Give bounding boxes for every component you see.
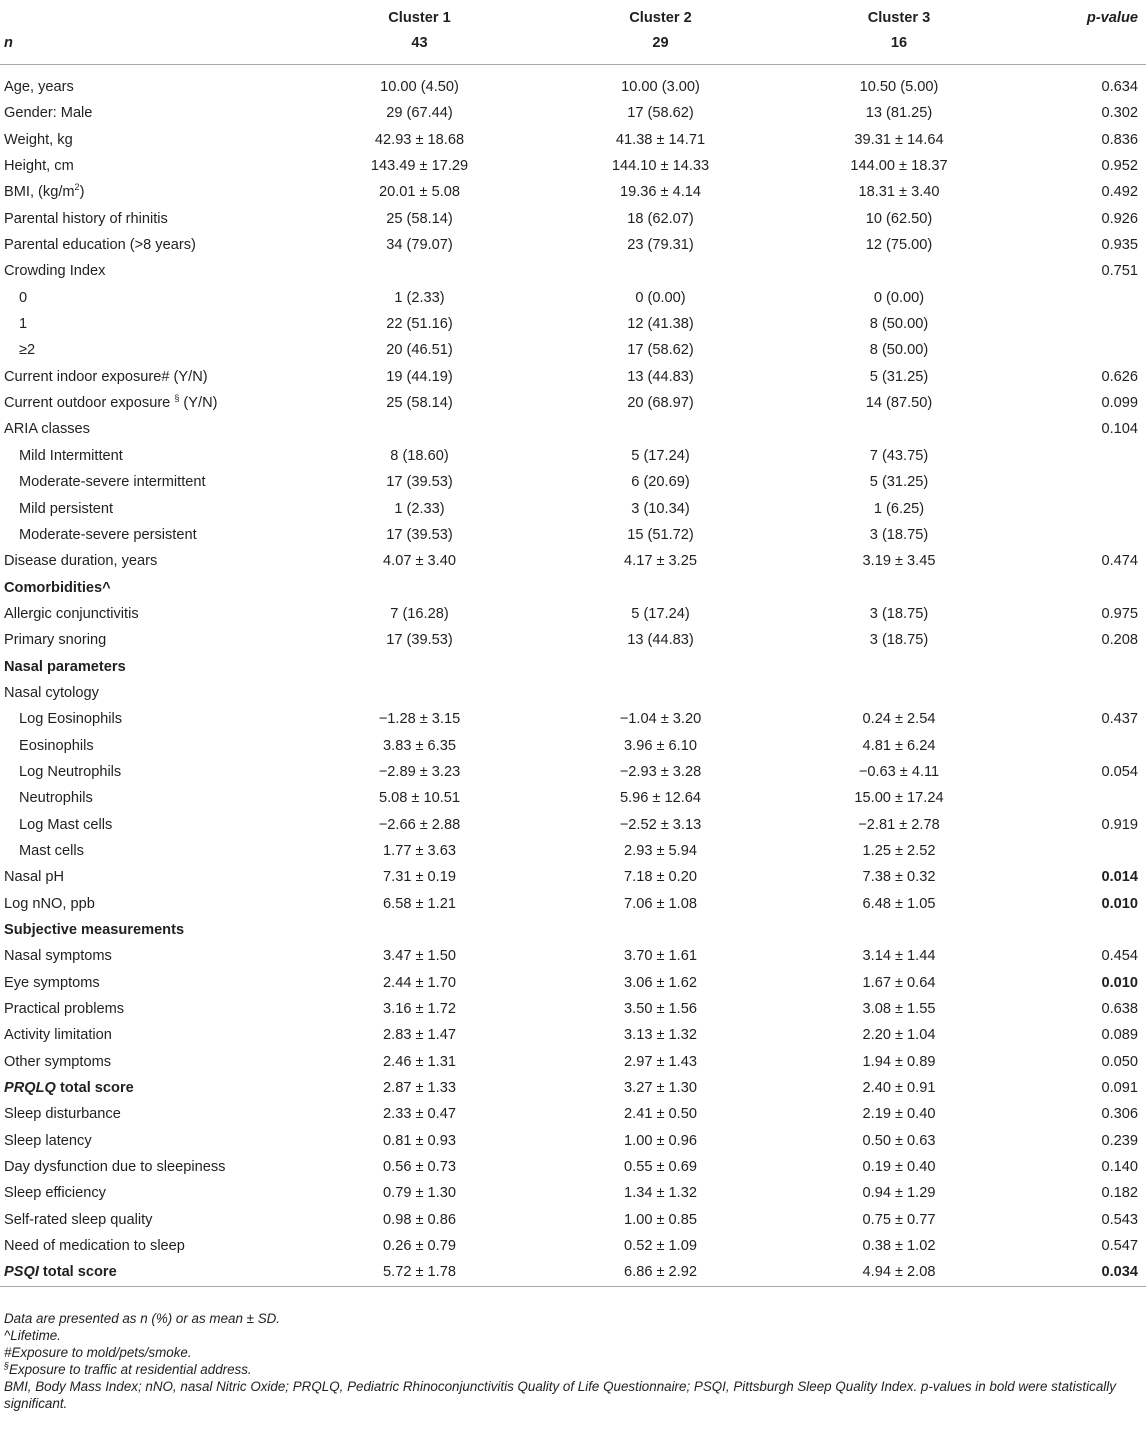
cluster-1-value: 8 (18.60): [390, 447, 449, 464]
table-row: [0, 970, 1146, 996]
table-row: [0, 496, 1146, 522]
cluster-3-value: 2.20 ± 1.04: [862, 1027, 936, 1044]
table-row: [0, 179, 1146, 205]
cluster-3-value: 7.38 ± 0.32: [862, 869, 936, 886]
cluster-3-value: 8 (50.00): [869, 342, 929, 359]
cluster-2-value: [517, 654, 804, 680]
header-cluster-3: Cluster 3: [867, 10, 931, 26]
cluster-2-value: 3.13 ± 1.32: [624, 1027, 697, 1044]
row-label: Height, cm: [4, 158, 74, 175]
cluster-1-value: 17 (39.53): [386, 474, 453, 491]
cluster-2-value: 2.41 ± 0.50: [624, 1106, 697, 1123]
row-label: Neutrophils: [19, 790, 93, 807]
p-value: [994, 311, 1146, 337]
p-value: [994, 443, 1146, 469]
table-row: [0, 311, 1146, 337]
row-label: Mild Intermittent: [19, 447, 123, 464]
p-value: 0.935: [1101, 237, 1138, 254]
table-body: [0, 65, 1146, 1287]
cluster-1-value: 2.87 ± 1.33: [383, 1080, 456, 1097]
cluster-3-value: 8 (50.00): [869, 316, 929, 333]
cluster-1-value: 22 (51.16): [386, 316, 453, 333]
cluster-2-value: 1.00 ± 0.96: [624, 1132, 697, 1149]
cluster-2-value: 2.93 ± 5.94: [624, 842, 697, 859]
p-value: 0.182: [1101, 1185, 1138, 1202]
cluster-1-value: 143.49 ± 17.29: [370, 158, 469, 175]
row-label: Comorbidities^: [4, 579, 111, 596]
cluster-2-value: [517, 258, 804, 284]
p-value: 0.050: [1101, 1053, 1138, 1070]
p-value: [994, 917, 1146, 943]
cluster-2-value: 0 (0.00): [635, 289, 686, 306]
cluster-1-value: 4.07 ± 3.40: [383, 553, 456, 570]
cluster-2-value: [517, 575, 804, 601]
cluster-1-value: 6.58 ± 1.21: [383, 895, 456, 912]
p-value: 0.492: [1101, 184, 1138, 201]
cluster-1-value: 1.77 ± 3.63: [383, 842, 456, 859]
p-value: [994, 680, 1146, 706]
table-row: [0, 443, 1146, 469]
footnote-data-format: Data are presented as n (%) or as mean ± SD.: [4, 1311, 281, 1326]
cluster-2-value: 15 (51.72): [627, 526, 694, 543]
p-value: 0.091: [1101, 1080, 1138, 1097]
cluster-3-value: 7 (43.75): [869, 447, 929, 464]
cluster-1-value: 1 (2.33): [394, 289, 445, 306]
cluster-1-value: 0.56 ± 0.73: [383, 1159, 456, 1176]
cluster-2-value: 5.96 ± 12.64: [619, 790, 702, 807]
cluster-2-value: 17 (58.62): [627, 342, 694, 359]
cluster-3-value: 1.25 ± 2.52: [862, 842, 936, 859]
cluster-3-value: 0.94 ± 1.29: [862, 1185, 936, 1202]
row-label: Other symptoms: [4, 1053, 112, 1070]
footnote-lifetime: ^Lifetime.: [4, 1328, 61, 1343]
table-row: [0, 627, 1146, 653]
table-row: [0, 1128, 1146, 1154]
cluster-3-value: [804, 575, 994, 601]
cluster-3-value: 4.94 ± 2.08: [862, 1264, 936, 1281]
table-row: [0, 943, 1146, 969]
p-value: 0.014: [1101, 869, 1138, 886]
table-row: [0, 522, 1146, 548]
cluster-1-value: 10.00 (4.50): [380, 79, 459, 95]
cluster-1-value: 42.93 ± 18.68: [374, 131, 465, 148]
cluster-3-value: 5 (31.25): [869, 368, 929, 385]
row-label: Sleep disturbance: [4, 1106, 121, 1123]
p-value: 0.054: [1101, 763, 1138, 780]
row-label: Nasal cytology: [4, 684, 99, 701]
p-value: 0.751: [1101, 263, 1138, 280]
p-value: [994, 785, 1146, 811]
table-row: [0, 1259, 1146, 1286]
cluster-1-value: 34 (79.07): [386, 237, 453, 254]
p-value: 0.140: [1101, 1159, 1138, 1176]
cluster-1-value: 29 (67.44): [386, 105, 453, 122]
cluster-1-value: 20 (46.51): [386, 342, 453, 359]
p-value: [994, 654, 1146, 680]
cluster-3-value: [804, 258, 994, 284]
cluster-3-value: 0.38 ± 1.02: [862, 1238, 936, 1255]
cluster-1-value: [322, 258, 517, 284]
row-label: Log nNO, ppb: [4, 895, 95, 912]
row-label: Sleep efficiency: [4, 1185, 106, 1202]
p-value: 0.952: [1101, 158, 1138, 175]
table-row: [0, 733, 1146, 759]
cluster-3-value: [804, 416, 994, 442]
table-row: [0, 1101, 1146, 1127]
p-value: 0.208: [1101, 632, 1138, 649]
cluster-2-value: −1.04 ± 3.20: [619, 711, 702, 728]
cluster-2-value: 3.70 ± 1.61: [624, 948, 697, 965]
row-label: Subjective measurements: [4, 922, 185, 938]
cluster-2-value: [517, 416, 804, 442]
cluster-3-value: 3 (18.75): [869, 632, 929, 649]
p-value: 0.099: [1101, 395, 1138, 412]
cluster-2-value: 7.18 ± 0.20: [624, 869, 697, 886]
cluster-3-value: −0.63 ± 4.11: [858, 763, 940, 780]
footnote-outdoor-exposure: §Exposure to traffic at residential address.: [4, 1360, 252, 1377]
p-value: 0.239: [1101, 1132, 1138, 1149]
cluster-1-value: −2.89 ± 3.23: [378, 763, 461, 780]
cluster-3-value: 15.00 ± 17.24: [854, 790, 944, 807]
header-n-cluster-3: 16: [890, 35, 908, 51]
cluster-2-value: 1.34 ± 1.32: [624, 1185, 697, 1202]
row-label: Parental education (>8 years): [4, 237, 196, 254]
cluster-3-value: −2.81 ± 2.78: [858, 816, 940, 833]
row-label: 0: [19, 289, 28, 306]
table-row: [0, 838, 1146, 864]
cluster-1-value: 2.44 ± 1.70: [383, 974, 456, 991]
cluster-2-value: 10.00 (3.00): [621, 79, 700, 95]
cluster-3-value: 13 (81.25): [865, 105, 933, 122]
row-label: Disease duration, years: [4, 553, 158, 570]
cluster-2-value: 19.36 ± 4.14: [619, 184, 702, 201]
table-row: [0, 364, 1146, 390]
table-row: [0, 206, 1146, 232]
table-row: [0, 469, 1146, 495]
cluster-1-value: 1 (2.33): [394, 500, 445, 517]
cluster-1-value: −2.66 ± 2.88: [378, 816, 461, 833]
cluster-1-value: 0.79 ± 1.30: [383, 1185, 456, 1202]
p-value: [994, 285, 1146, 311]
cluster-3-value: 39.31 ± 14.64: [854, 131, 944, 148]
row-label: Moderate-severe intermittent: [19, 474, 206, 491]
cluster-3-value: 3.19 ± 3.45: [862, 553, 936, 570]
row-label: Day dysfunction due to sleepiness: [4, 1159, 226, 1176]
row-label: Mast cells: [19, 842, 84, 859]
row-label: Log Mast cells: [19, 816, 113, 833]
p-value: 0.306: [1101, 1106, 1138, 1123]
p-value: 0.437: [1101, 711, 1138, 728]
cluster-2-value: 23 (79.31): [627, 237, 694, 254]
cluster-3-value: [804, 680, 994, 706]
p-value: [994, 575, 1146, 601]
cluster-3-value: 12 (75.00): [865, 237, 933, 254]
cluster-2-value: 3.06 ± 1.62: [624, 974, 697, 991]
table-row: [0, 654, 1146, 680]
cluster-1-value: [322, 654, 517, 680]
p-value: 0.638: [1101, 1001, 1138, 1018]
cluster-2-value: 20 (68.97): [627, 395, 694, 412]
cluster-2-value: −2.93 ± 3.28: [619, 763, 702, 780]
row-label: Nasal parameters: [4, 658, 126, 675]
cluster-3-value: 10.50 (5.00): [859, 79, 939, 95]
cluster-2-value: 3.27 ± 1.30: [624, 1080, 697, 1097]
cluster-2-value: 5 (17.24): [631, 447, 690, 464]
cluster-2-value: 0.52 ± 1.09: [624, 1238, 697, 1255]
p-value: 0.454: [1101, 948, 1138, 965]
cluster-2-value: 41.38 ± 14.71: [615, 131, 706, 148]
row-label: BMI, $(kg/m^2)$: [4, 182, 85, 201]
table-row: [0, 575, 1146, 601]
p-value: 0.926: [1101, 210, 1138, 227]
p-value: 0.104: [1101, 421, 1138, 438]
p-value: 0.634: [1101, 79, 1138, 95]
cluster-2-value: 5 (17.24): [631, 605, 690, 622]
row-label: Log Neutrophils: [19, 763, 122, 780]
table-row: [0, 785, 1146, 811]
table-row: [0, 416, 1146, 442]
table-row: [0, 232, 1146, 258]
cluster-1-value: 3.16 ± 1.72: [383, 1001, 456, 1018]
cluster-3-value: 0.75 ± 0.77: [862, 1211, 936, 1228]
cluster-3-value: 3.14 ± 1.44: [862, 948, 936, 965]
cluster-2-value: 3.50 ± 1.56: [624, 1001, 697, 1018]
row-label: Log Eosinophils: [19, 711, 123, 728]
cluster-2-value: 0.55 ± 0.69: [624, 1159, 697, 1176]
table-row: [0, 1233, 1146, 1259]
p-value: [994, 496, 1146, 522]
row-label: Need of medication to sleep: [4, 1238, 185, 1255]
table-row: [0, 65, 1146, 101]
row-label: Self-rated sleep quality: [4, 1211, 153, 1228]
cluster-3-value: 4.81 ± 6.24: [862, 737, 936, 754]
p-value: 0.547: [1101, 1238, 1138, 1255]
table-row: [0, 258, 1146, 284]
cluster-1-value: 17 (39.53): [386, 632, 453, 649]
header-n-cluster-2: 29: [652, 35, 669, 51]
p-value: 0.010: [1101, 974, 1138, 991]
cluster-1-value: 2.33 ± 0.47: [383, 1106, 456, 1123]
row-label: ARIA classes: [4, 421, 90, 438]
row-label: Current indoor exposure# (Y/N): [4, 368, 208, 385]
cluster-3-value: 3 (18.75): [869, 526, 929, 543]
table-row: [0, 812, 1146, 838]
cluster-3-value: 10 (62.50): [865, 210, 933, 227]
row-label: Practical problems: [4, 1001, 125, 1018]
cluster-3-value: 0.24 ± 2.54: [862, 711, 936, 728]
table-row: [0, 153, 1146, 179]
cluster-2-value: 3 (10.34): [631, 500, 690, 517]
cluster-1-value: 0.26 ± 0.79: [383, 1238, 456, 1255]
table-row: [0, 759, 1146, 785]
table-row: [0, 1075, 1146, 1101]
table-row: [0, 1180, 1146, 1206]
cluster-1-value: 0.81 ± 0.93: [383, 1132, 456, 1149]
row-label: Primary snoring: [4, 632, 107, 649]
header-row-n: [0, 31, 1146, 65]
p-value: 0.543: [1101, 1211, 1138, 1228]
cluster-1-value: [322, 680, 517, 706]
cluster-1-value: 5.72 ± 1.78: [383, 1264, 456, 1281]
cluster-2-value: 18 (62.07): [627, 210, 694, 227]
cluster-3-value: 18.31 ± 3.40: [858, 184, 940, 201]
cluster-1-value: 17 (39.53): [386, 526, 453, 543]
table-row: [0, 1022, 1146, 1048]
p-value: 0.474: [1101, 553, 1138, 570]
table-row: [0, 100, 1146, 126]
row-label: Gender: Male: [4, 105, 93, 122]
cluster-2-value: 144.10 ± 14.33: [611, 158, 710, 175]
table-row: [0, 548, 1146, 574]
row-label: Mild persistent: [19, 500, 114, 517]
cluster-3-value: 2.19 ± 0.40: [862, 1106, 936, 1123]
row-label: Eye symptoms: [4, 974, 100, 991]
row-label: PRQLQ total score: [4, 1080, 134, 1097]
p-value: [994, 337, 1146, 363]
table-row: [0, 1049, 1146, 1075]
header-blank: [0, 6, 322, 31]
header-cluster-2: Cluster 2: [629, 10, 692, 26]
cluster-3-value: 3.08 ± 1.55: [862, 1001, 936, 1018]
cluster-3-value: 6.48 ± 1.05: [862, 895, 936, 912]
cluster-1-value: 7.31 ± 0.19: [383, 869, 456, 886]
cluster-3-value: 3 (18.75): [869, 605, 929, 622]
cluster-1-value: 2.83 ± 1.47: [383, 1027, 456, 1044]
header-n-blank: [994, 31, 1146, 65]
table-row: [0, 127, 1146, 153]
cluster-1-value: 2.46 ± 1.31: [383, 1053, 456, 1070]
row-label: Allergic conjunctivitis: [4, 605, 139, 622]
table-row: [0, 996, 1146, 1022]
cluster-3-value: 5 (31.25): [869, 474, 929, 491]
p-value: 0.010: [1101, 895, 1138, 912]
row-label: Age, years: [4, 79, 74, 95]
header-cluster-1: Cluster 1: [388, 10, 451, 26]
p-value: 0.302: [1101, 105, 1138, 122]
cluster-2-value: −2.52 ± 3.13: [619, 816, 702, 833]
p-value: 0.089: [1101, 1027, 1138, 1044]
cluster-3-value: 0.19 ± 0.40: [862, 1159, 936, 1176]
p-value: 0.836: [1101, 131, 1138, 148]
p-value: [994, 469, 1146, 495]
header-n-cluster-1: 43: [411, 35, 428, 51]
table-row: [0, 864, 1146, 890]
cluster-2-value: 12 (41.38): [627, 316, 694, 333]
row-label: Moderate-severe persistent: [19, 526, 197, 543]
header-n-label: n: [4, 35, 13, 51]
cluster-2-value: 13 (44.83): [627, 368, 694, 385]
p-value: 0.626: [1101, 368, 1138, 385]
p-value: 0.919: [1101, 816, 1138, 833]
table-row: [0, 1207, 1146, 1233]
cluster-2-value: 6 (20.69): [631, 474, 690, 491]
cluster-1-value: 0.98 ± 0.86: [383, 1211, 456, 1228]
row-label: Nasal symptoms: [4, 948, 112, 965]
cluster-3-value: 144.00 ± 18.37: [850, 158, 948, 175]
cluster-2-value: 2.97 ± 1.43: [624, 1053, 697, 1070]
p-value: 0.034: [1101, 1264, 1138, 1281]
footnote-indoor-exposure: #Exposure to mold/pets/smoke.: [4, 1345, 192, 1360]
p-value: [994, 838, 1146, 864]
cluster-2-value: 7.06 ± 1.08: [624, 895, 697, 912]
table-row: [0, 285, 1146, 311]
p-value: [994, 733, 1146, 759]
header-row-clusters: [0, 6, 1146, 31]
cluster-2-value: 17 (58.62): [627, 105, 694, 122]
cluster-2-value: 4.17 ± 3.25: [624, 553, 697, 570]
cluster-1-value: [322, 416, 517, 442]
row-label: Parental history of rhinitis: [4, 210, 168, 227]
row-label: 1: [19, 316, 28, 333]
row-label: ≥2: [19, 342, 36, 359]
cluster-1-value: 25 (58.14): [386, 210, 453, 227]
table-row: [0, 601, 1146, 627]
table-row: [0, 706, 1146, 732]
cluster-1-value: 20.01 ± 5.08: [378, 184, 461, 201]
p-value: 0.975: [1101, 605, 1138, 622]
cluster-1-value: 3.47 ± 1.50: [383, 948, 456, 965]
table-row: [0, 337, 1146, 363]
cluster-2-value: [517, 680, 804, 706]
row-label: PSQI total score: [4, 1264, 117, 1281]
row-label: Weight, kg: [4, 131, 73, 148]
cluster-3-value: [804, 654, 994, 680]
cluster-1-value: [322, 575, 517, 601]
cluster-2-value: 1.00 ± 0.85: [624, 1211, 697, 1228]
table-row: [0, 917, 1146, 943]
row-label: Sleep latency: [4, 1132, 92, 1149]
cluster-1-value: 19 (44.19): [386, 368, 453, 385]
cluster-1-value: 25 (58.14): [386, 395, 453, 412]
cluster-3-value: 14 (87.50): [865, 395, 933, 412]
footnote-abbreviations: BMI, Body Mass Index; nNO, nasal Nitric Oxide; PRQLQ, Pediatric Rhinoconjunctivitis Quality of Life Questionnaire; PSQI, Pittsburgh Sleep Quality Index. p-values in bold were statistically significant.: [4, 1379, 1116, 1411]
table-footnotes: [4, 1310, 1142, 1412]
cluster-3-value: 0 (0.00): [873, 289, 925, 306]
row-label: Nasal pH: [4, 869, 65, 886]
header-p-value: p-value: [1086, 10, 1138, 26]
cluster-1-value: 7 (16.28): [390, 605, 449, 622]
row-label: Current outdoor exposure § (Y/N): [4, 393, 218, 412]
table-row: [0, 680, 1146, 706]
table-row: [0, 1154, 1146, 1180]
cluster-1-value: 3.83 ± 6.35: [383, 737, 456, 754]
row-label: Crowding Index: [4, 263, 106, 280]
row-label: Eosinophils: [19, 737, 94, 754]
cluster-2-value: 6.86 ± 2.92: [624, 1264, 697, 1281]
cluster-3-value: 2.40 ± 0.91: [862, 1080, 936, 1097]
cluster-2-value: 13 (44.83): [627, 632, 694, 649]
table-row: [0, 390, 1146, 416]
cluster-3-value: 1.67 ± 0.64: [862, 974, 936, 991]
cluster-3-value: 1.94 ± 0.89: [862, 1053, 936, 1070]
p-value: [994, 522, 1146, 548]
cluster-2-value: [517, 917, 804, 943]
cluster-3-value: 1 (6.25): [873, 500, 925, 517]
cluster-3-value: 0.50 ± 0.63: [862, 1132, 936, 1149]
cluster-1-value: 5.08 ± 10.51: [378, 790, 461, 807]
cluster-2-value: 3.96 ± 6.10: [624, 737, 697, 754]
cluster-1-value: −1.28 ± 3.15: [378, 711, 461, 728]
results-table: [0, 6, 1146, 1287]
table-row: [0, 891, 1146, 917]
cluster-1-value: [322, 917, 517, 943]
row-label: Activity limitation: [4, 1027, 112, 1044]
cluster-3-value: [804, 917, 994, 943]
